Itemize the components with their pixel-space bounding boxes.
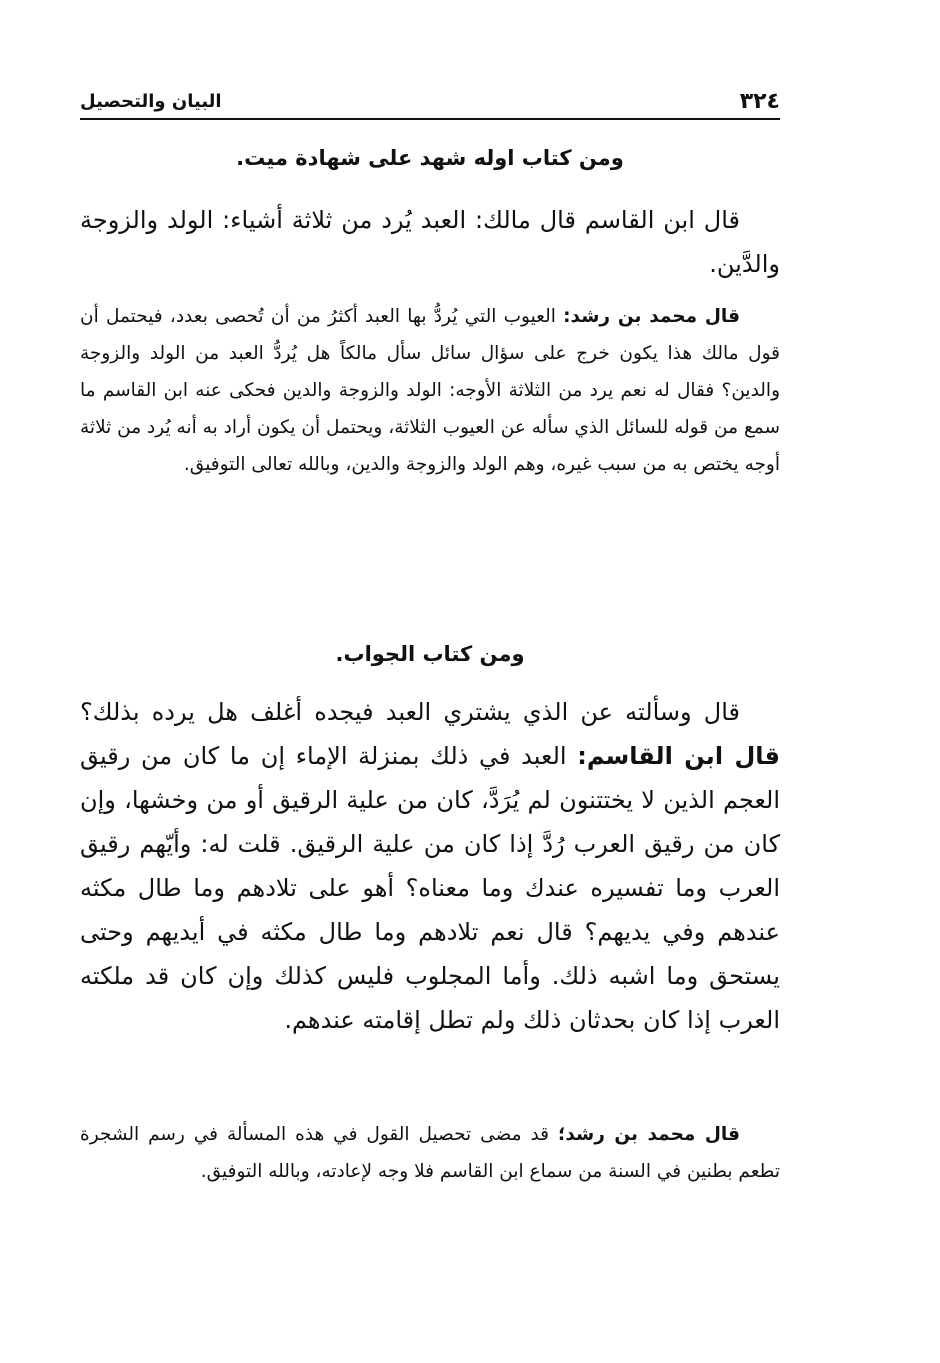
section-heading-1: ومن كتاب اوله شهد على شهادة ميت.	[236, 146, 624, 170]
page-header	[80, 84, 780, 120]
sharh-speaker-1: قال محمد بن رشد:	[563, 306, 740, 327]
matn-text-2b: العبد في ذلك بمنزلة الإماء إن ما كان من رقيق العجم الذين لا يختتنون لم يُرَدَّ، كان من علية الرقيق أو من وخشها، وإن كان من رقيق العرب رُدَّ إذا كان من علية الرقيق. قلت له: وأيّهم رقيق العرب وما تفسيره عندك وما معناه؟ أهو على تلادهم وما طال مكثه عندهم وفي يديهم؟ قال نعم تلادهم وما طال مكثه في أيديهم وحتى يستحق وما اشبه ذلك. وأما المجلوب فليس كذلك وإن كان قد ملكته العرب إذا كان بحدثان ذلك ولم تطل إقامته عندهم.	[80, 742, 780, 1034]
matn-paragraph-2-block	[80, 690, 780, 1042]
matn-paragraph-1-block	[80, 198, 780, 286]
matn-text-2a: قال وسألته عن الذي يشتري العبد فيجده أغلف هل يرده بذلك؟	[80, 698, 740, 726]
sharh-text-1: العيوب التي يُردُّ بها العبد أكثرُ من أن تُحصى بعدد، فيحتمل أن قول مالك هذا يكون خرج على سؤال سائل سأل مالكاً هل يُردُّ العبد من الولد والزوجة والدين؟ فقال له نعم يرد من الثلاثة الأوجه: الولد والزوجة والدين فحكى عنه ابن القاسم ما سمع من قوله للسائل الذي سأله عن العيوب الثلاثة، ويحتمل أن يكون أراد به أنه يُرد من ثلاثة أوجه يختص به من سبب غيره، وهم الولد والزوجة والدين، وبالله تعالى التوفيق.	[80, 306, 780, 475]
running-title: البيان والتحصيل	[80, 91, 222, 112]
section-heading-1-block	[80, 146, 780, 170]
sharh-paragraph-1-block	[80, 298, 780, 483]
sharh-text-2: قد مضى تحصيل القول في هذه المسألة في رسم الشجرة تطعم بطنين في السنة من سماع ابن القاسم فلا وجه لإعادته، وبالله التوفيق.	[80, 1124, 780, 1182]
section-heading-2: ومن كتاب الجواب.	[335, 642, 525, 666]
matn-paragraph-1: قال ابن القاسم قال مالك: العبد يُرد من ثلاثة أشياء: الولد والزوجة والدَّين.	[80, 206, 780, 278]
matn-speaker-2: قال ابن القاسم:	[577, 742, 781, 770]
sharh-paragraph-2	[80, 1116, 780, 1190]
sharh-paragraph-1	[80, 298, 780, 483]
matn-paragraph-2	[80, 690, 780, 1042]
section-heading-2-block	[80, 642, 780, 666]
page-number: ٣٢٤	[739, 89, 780, 114]
sharh-paragraph-2-block	[80, 1116, 780, 1190]
sharh-speaker-2: قال محمد بن رشد؛	[557, 1124, 740, 1145]
